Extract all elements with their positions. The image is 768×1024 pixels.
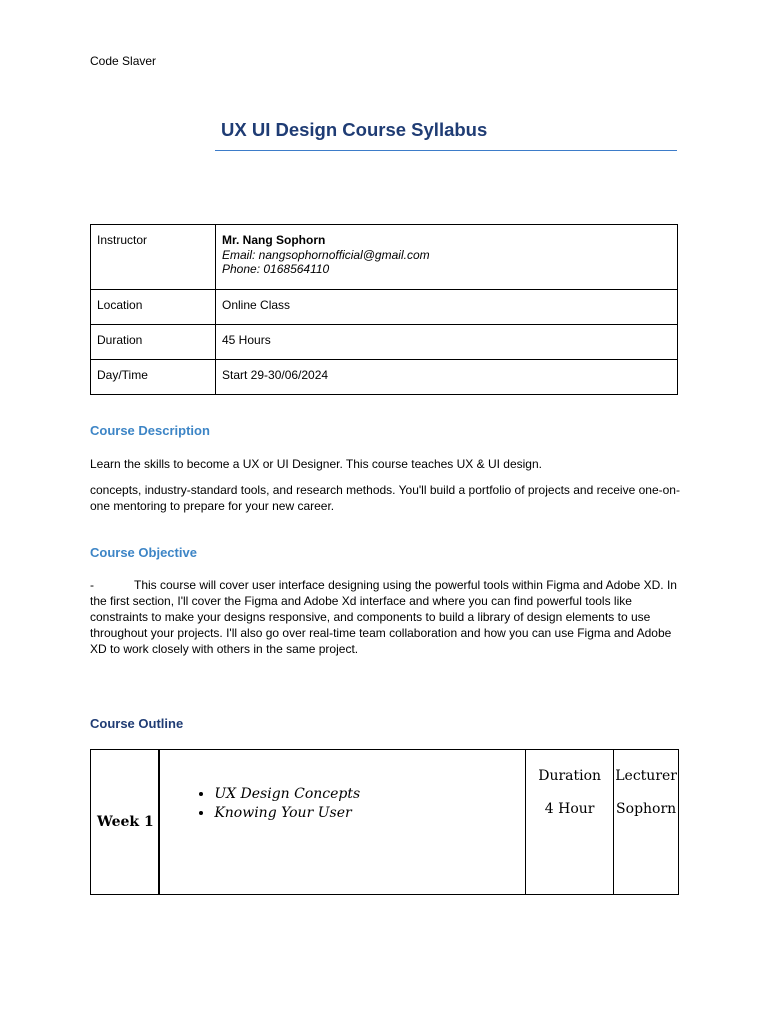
header-text: Code Slaver	[90, 54, 157, 68]
course-outline-heading: Course Outline	[90, 716, 184, 731]
title-underline	[215, 150, 677, 151]
instructor-phone: Phone: 0168564110	[222, 262, 330, 276]
page-title: UX UI Design Course Syllabus	[221, 119, 488, 140]
table-row	[91, 325, 678, 360]
course-description-heading: Course Description	[90, 423, 210, 438]
table-row	[91, 290, 678, 325]
duration-value: 45 Hours	[216, 325, 678, 360]
location-label: Location	[91, 290, 216, 325]
duration-amount: 4 Hour	[544, 801, 595, 817]
lecturer-name: Sophorn	[616, 801, 677, 817]
objective-bullet: -	[90, 578, 94, 592]
course-objective-heading: Course Objective	[90, 545, 197, 560]
location-value: Online Class	[216, 290, 678, 325]
description-paragraph-2: concepts, industry-standard tools, and research methods. You'll build a portfolio of projects and receive one-on-one mentoring to prepare for your new career.	[90, 483, 680, 513]
objective-paragraph	[90, 577, 682, 657]
instructor-details	[216, 225, 678, 290]
week-label: Week 1	[91, 750, 160, 895]
week-topics	[159, 750, 525, 895]
instructor-name: Mr. Nang Sophorn	[222, 233, 326, 247]
topic-list	[188, 785, 525, 823]
course-info-table	[90, 224, 678, 395]
lecturer-cell	[614, 750, 679, 895]
lecturer-header: Lecturer	[615, 768, 677, 784]
table-row	[91, 360, 678, 395]
table-row	[91, 225, 678, 290]
daytime-label: Day/Time	[91, 360, 216, 395]
objective-text: This course will cover user interface designing using the powerful tools within Figma and Adobe XD. In the first section, I'll cover the Figma and Adobe Xd interface and where you can find powerful tools like constraints to make your designs responsive, and components to build a library of design elements to use throughout your projects. I'll also go over real-time team collaboration and how you can use Figma and Adobe XD to work closely with others in the same project.	[90, 578, 677, 656]
instructor-label: Instructor	[91, 225, 216, 290]
course-outline-table	[90, 749, 679, 895]
duration-header: Duration	[538, 768, 602, 784]
daytime-value: Start 29-30/06/2024	[216, 360, 678, 395]
list-item: • UX Design Concepts	[214, 785, 525, 804]
list-item: • Knowing Your User	[214, 804, 525, 823]
table-row	[91, 750, 679, 895]
description-paragraph-1: Learn the skills to become a UX or UI Designer. This course teaches UX & UI design.	[90, 457, 542, 471]
instructor-email: Email: nangsophornofficial@gmail.com	[222, 247, 430, 262]
duration-cell	[526, 750, 614, 895]
duration-label: Duration	[91, 325, 216, 360]
